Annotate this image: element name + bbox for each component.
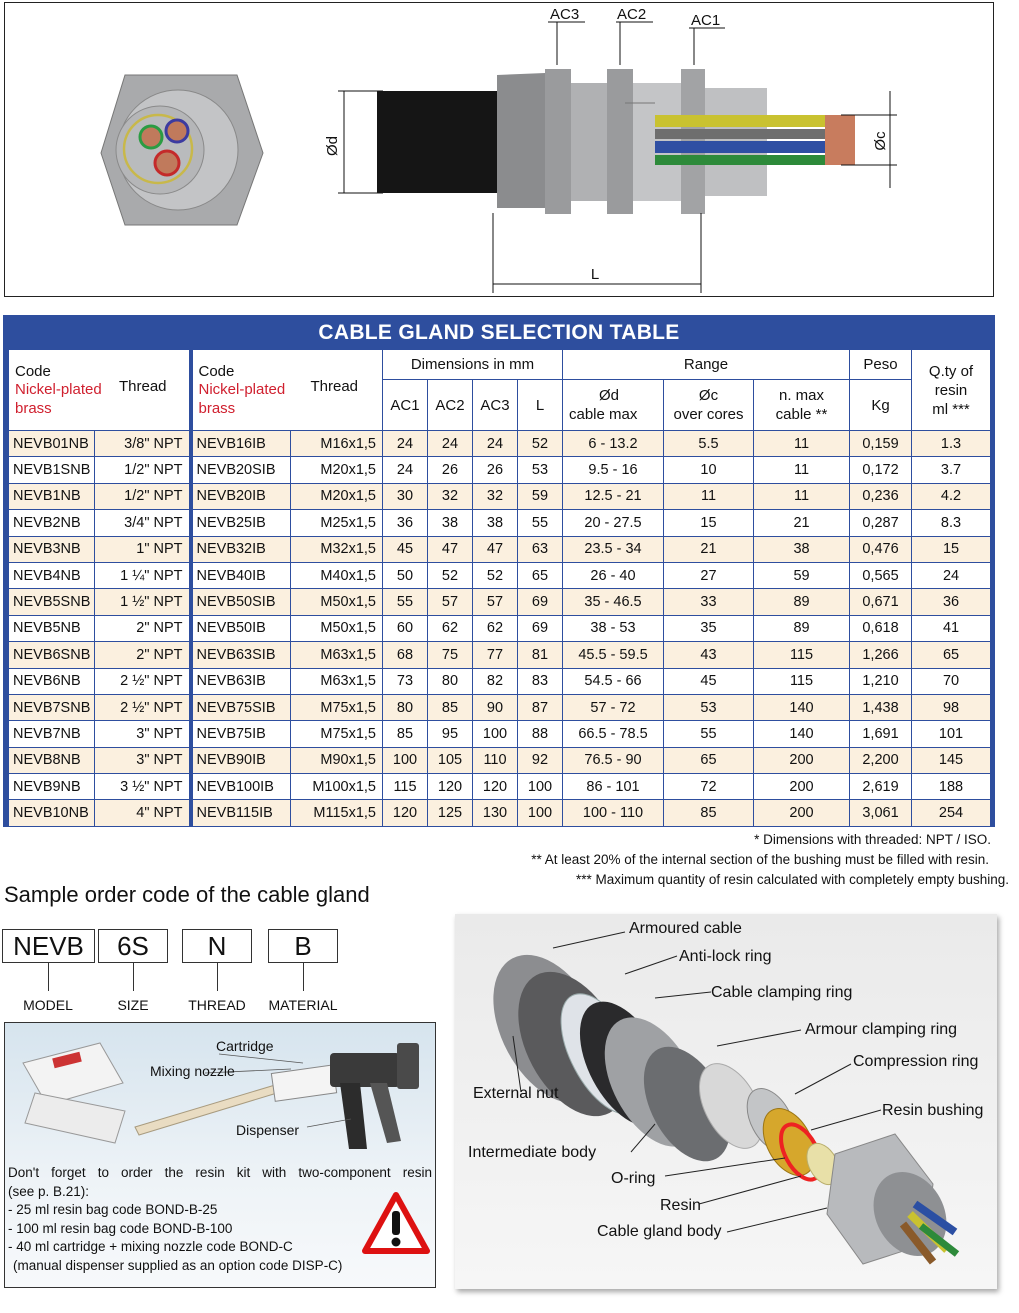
table-row (9, 668, 991, 694)
cell-code-nickel: NEVB1NB (9, 483, 95, 509)
table-body (9, 431, 991, 827)
cell-oc: 15 (664, 510, 754, 536)
cell-code-nickel: NEVB01NB (9, 431, 95, 457)
cell-od-range: 66.5 - 78.5 (563, 721, 664, 747)
cell-l: 55 (518, 510, 563, 536)
order-connector-model (48, 963, 49, 991)
header-range: Range (563, 350, 850, 380)
cell-ac2: 57 (428, 589, 473, 615)
cell-thread-iso: M90x1,5 (291, 747, 383, 773)
cell-od-range: 54.5 - 66 (563, 668, 664, 694)
resin-label: Resin (660, 1197, 701, 1214)
cell-thread-npt: 3" NPT (95, 747, 191, 773)
cable-side-view (377, 69, 855, 214)
dispenser-image (330, 1043, 419, 1149)
cable-gland-drawing (5, 3, 995, 298)
cell-ac1: 45 (383, 536, 428, 562)
cell-code-iso: NEVB75IB (191, 721, 291, 747)
table-row (9, 800, 991, 826)
cell-l: 53 (518, 457, 563, 483)
l-label: L (590, 266, 600, 283)
cell-resin-qty: 254 (912, 800, 991, 826)
cell-od-range: 57 - 72 (563, 694, 664, 720)
cell-code-iso: NEVB50IB (191, 615, 291, 641)
cell-ac1: 115 (383, 774, 428, 800)
header-qty-line1: Q.ty of (928, 362, 974, 380)
sample-order-title: Sample order code of the cable gland (4, 882, 370, 907)
cell-peso-kg: 1,210 (850, 668, 912, 694)
cell-thread-iso: M75x1,5 (291, 721, 383, 747)
cell-ac1: 85 (383, 721, 428, 747)
exploded-view-panel (455, 914, 997, 1289)
cell-peso-kg: 0,618 (850, 615, 912, 641)
cell-thread-npt: 3 ½" NPT (95, 774, 191, 800)
external-nut-label: External nut (473, 1085, 559, 1102)
header-code-label: Code (15, 362, 51, 380)
order-label-material: MATERIAL (268, 997, 338, 1013)
cell-ac1: 73 (383, 668, 428, 694)
cell-l: 59 (518, 483, 563, 509)
cell-code-iso: NEVB32IB (191, 536, 291, 562)
cell-ac2: 80 (428, 668, 473, 694)
cell-ac1: 80 (383, 694, 428, 720)
header-code2-label: Code (198, 362, 235, 380)
cell-code-iso: NEVB100IB (191, 774, 291, 800)
cell-thread-npt: 2" NPT (95, 615, 191, 641)
cell-resin-qty: 8.3 (912, 510, 991, 536)
header-nickel2-label: Nickel-plated brass (198, 380, 286, 417)
header-nmax (754, 380, 850, 431)
cell-thread-npt: 1 ¼" NPT (95, 562, 191, 588)
cell-code-nickel: NEVB6NB (9, 668, 95, 694)
selection-table (8, 349, 991, 827)
header-ac1: AC1 (383, 380, 428, 431)
cell-resin-qty: 1.3 (912, 431, 991, 457)
cell-resin-qty: 101 (912, 721, 991, 747)
header-nmax-line2: cable ** (775, 406, 828, 424)
cell-ac1: 50 (383, 562, 428, 588)
mixing-nozzle-label: Mixing nozzle (150, 1063, 235, 1079)
cell-oc: 10 (664, 457, 754, 483)
order-connector-material (303, 963, 304, 991)
cell-oc: 27 (664, 562, 754, 588)
cell-peso-kg: 0,565 (850, 562, 912, 588)
cell-thread-iso: M32x1,5 (291, 536, 383, 562)
cell-thread-iso: M50x1,5 (291, 615, 383, 641)
cell-l: 69 (518, 615, 563, 641)
cell-oc: 11 (664, 483, 754, 509)
cell-n-max-cable: 89 (754, 615, 850, 641)
cell-thread-iso: M100x1,5 (291, 774, 383, 800)
cell-l: 87 (518, 694, 563, 720)
cell-thread-npt: 3/4" NPT (95, 510, 191, 536)
cell-l: 52 (518, 431, 563, 457)
ac3-label: AC3 (550, 6, 580, 23)
footnote-1: * Dimensions with threaded: NPT / ISO. (754, 832, 991, 847)
armoured-cable-label: Armoured cable (629, 920, 742, 937)
cell-peso-kg: 3,061 (850, 800, 912, 826)
resin-bushing-label: Resin bushing (882, 1102, 984, 1119)
cell-ac1: 120 (383, 800, 428, 826)
cell-ac3: 110 (473, 747, 518, 773)
cell-l: 65 (518, 562, 563, 588)
cell-ac2: 47 (428, 536, 473, 562)
cell-od-range: 9.5 - 16 (563, 457, 664, 483)
header-dimensions: Dimensions in mm (383, 350, 563, 380)
cell-resin-qty: 188 (912, 774, 991, 800)
cell-ac3: 62 (473, 615, 518, 641)
cell-code-nickel: NEVB7SNB (9, 694, 95, 720)
cell-ac3: 47 (473, 536, 518, 562)
cell-code-nickel: NEVB5SNB (9, 589, 95, 615)
cell-thread-iso: M16x1,5 (291, 431, 383, 457)
order-connector-thread (217, 963, 218, 991)
header-qty-line3: ml *** (932, 400, 970, 418)
cell-n-max-cable: 140 (754, 721, 850, 747)
cell-ac2: 95 (428, 721, 473, 747)
cell-thread-iso: M25x1,5 (291, 510, 383, 536)
cell-resin-qty: 24 (912, 562, 991, 588)
cell-n-max-cable: 115 (754, 642, 850, 668)
table-row (9, 457, 991, 483)
cell-n-max-cable: 200 (754, 774, 850, 800)
resin-text-line4: - 100 ml resin bag code BOND-B-100 (8, 1220, 233, 1236)
header-thread2-label: Thread (310, 378, 359, 395)
cell-ac3: 26 (473, 457, 518, 483)
cell-ac2: 105 (428, 747, 473, 773)
cell-ac2: 52 (428, 562, 473, 588)
table-row (9, 483, 991, 509)
table-row (9, 589, 991, 615)
cell-thread-iso: M63x1,5 (291, 668, 383, 694)
cell-code-iso: NEVB50SIB (191, 589, 291, 615)
cell-thread-npt: 1/2" NPT (95, 457, 191, 483)
cell-od-range: 86 - 101 (563, 774, 664, 800)
table-row (9, 510, 991, 536)
cell-code-iso: NEVB20SIB (191, 457, 291, 483)
cell-ac3: 82 (473, 668, 518, 694)
cell-thread-iso: M20x1,5 (291, 457, 383, 483)
cell-od-range: 45.5 - 59.5 (563, 642, 664, 668)
cell-n-max-cable: 38 (754, 536, 850, 562)
cell-ac3: 77 (473, 642, 518, 668)
cell-oc: 33 (664, 589, 754, 615)
cell-l: 83 (518, 668, 563, 694)
cell-resin-qty: 3.7 (912, 457, 991, 483)
cable-clamping-ring-label: Cable clamping ring (711, 984, 853, 1001)
cell-ac2: 85 (428, 694, 473, 720)
cell-ac1: 60 (383, 615, 428, 641)
header-code-b (191, 350, 383, 431)
cell-ac3: 57 (473, 589, 518, 615)
o-ring-label: O-ring (611, 1170, 656, 1187)
resin-text-line5: - 40 ml cartridge + mixing nozzle code BOND-C (8, 1239, 293, 1254)
cell-od-range: 100 - 110 (563, 800, 664, 826)
cell-thread-npt: 2" NPT (95, 642, 191, 668)
resin-bag-image (23, 1043, 125, 1143)
cell-ac1: 36 (383, 510, 428, 536)
cell-code-nickel: NEVB3NB (9, 536, 95, 562)
table-row (9, 774, 991, 800)
header-od-line1: Ød (599, 387, 620, 405)
cell-code-nickel: NEVB9NB (9, 774, 95, 800)
table-row (9, 642, 991, 668)
cell-oc: 5.5 (664, 431, 754, 457)
ac1-label: AC1 (691, 12, 721, 29)
cell-code-iso: NEVB63IB (191, 668, 291, 694)
cell-thread-npt: 2 ½" NPT (95, 668, 191, 694)
header-nickel-label: Nickel-plated brass (15, 380, 102, 417)
cell-n-max-cable: 21 (754, 510, 850, 536)
cell-ac2: 120 (428, 774, 473, 800)
cell-peso-kg: 0,671 (850, 589, 912, 615)
cell-oc: 21 (664, 536, 754, 562)
cell-resin-qty: 98 (912, 694, 991, 720)
cell-ac2: 75 (428, 642, 473, 668)
cell-n-max-cable: 200 (754, 800, 850, 826)
cell-thread-iso: M40x1,5 (291, 562, 383, 588)
cell-thread-npt: 3/8" NPT (95, 431, 191, 457)
order-label-size: SIZE (117, 997, 149, 1013)
header-qty-line2: resin (934, 381, 968, 399)
order-box-material: B (268, 929, 338, 963)
cell-ac1: 100 (383, 747, 428, 773)
cell-code-nickel: NEVB6SNB (9, 642, 95, 668)
cell-peso-kg: 0,172 (850, 457, 912, 483)
cell-code-iso: NEVB90IB (191, 747, 291, 773)
cell-oc: 72 (664, 774, 754, 800)
cable-gland-selection-table (3, 315, 995, 827)
cell-thread-npt: 3" NPT (95, 721, 191, 747)
cell-code-iso: NEVB40IB (191, 562, 291, 588)
cell-code-iso: NEVB25IB (191, 510, 291, 536)
cell-ac2: 26 (428, 457, 473, 483)
order-connector-size (133, 963, 134, 991)
cell-ac1: 68 (383, 642, 428, 668)
header-kg: Kg (850, 380, 912, 431)
compression-ring-label: Compression ring (853, 1053, 979, 1070)
header-peso: Peso (850, 350, 912, 380)
cell-oc: 65 (664, 747, 754, 773)
cell-od-range: 23.5 - 34 (563, 536, 664, 562)
header-l: L (518, 380, 563, 431)
cell-n-max-cable: 115 (754, 668, 850, 694)
resin-text-line2: (see p. B.21): (8, 1183, 90, 1199)
header-code-a (9, 350, 191, 431)
resin-text-line6: (manual dispenser supplied as an option code DISP-C) (13, 1257, 343, 1273)
cell-od-range: 20 - 27.5 (563, 510, 664, 536)
cell-l: 81 (518, 642, 563, 668)
cell-code-nickel: NEVB10NB (9, 800, 95, 826)
cell-code-iso: NEVB115IB (191, 800, 291, 826)
cell-ac1: 24 (383, 431, 428, 457)
table-title: CABLE GLAND SELECTION TABLE (318, 321, 680, 344)
cell-oc: 55 (664, 721, 754, 747)
cell-od-range: 26 - 40 (563, 562, 664, 588)
cartridge-label: Cartridge (216, 1038, 274, 1054)
cell-ac1: 24 (383, 457, 428, 483)
cell-thread-iso: M115x1,5 (291, 800, 383, 826)
table-row (9, 562, 991, 588)
cell-resin-qty: 70 (912, 668, 991, 694)
cell-resin-qty: 15 (912, 536, 991, 562)
cell-oc: 35 (664, 615, 754, 641)
footnote-3: *** Maximum quantity of resin calculated with completely empty bushing. (576, 872, 1009, 887)
header-oc-line1: Øc (698, 387, 719, 405)
oc-label: Øc (872, 131, 889, 151)
cell-peso-kg: 1,438 (850, 694, 912, 720)
order-label-thread: THREAD (188, 997, 246, 1013)
cell-n-max-cable: 11 (754, 483, 850, 509)
cell-od-range: 38 - 53 (563, 615, 664, 641)
cell-code-iso: NEVB20IB (191, 483, 291, 509)
cell-thread-iso: M50x1,5 (291, 589, 383, 615)
cell-n-max-cable: 200 (754, 747, 850, 773)
cell-resin-qty: 145 (912, 747, 991, 773)
header-ac2: AC2 (428, 380, 473, 431)
cell-thread-npt: 1/2" NPT (95, 483, 191, 509)
cell-peso-kg: 1,691 (850, 721, 912, 747)
cell-l: 92 (518, 747, 563, 773)
cell-peso-kg: 0,159 (850, 431, 912, 457)
cell-code-nickel: NEVB8NB (9, 747, 95, 773)
cell-ac2: 24 (428, 431, 473, 457)
table-row (9, 747, 991, 773)
cell-thread-npt: 2 ½" NPT (95, 694, 191, 720)
cell-n-max-cable: 11 (754, 457, 850, 483)
resin-text-line3: - 25 ml resin bag code BOND-B-25 (8, 1202, 218, 1217)
cell-code-nickel: NEVB7NB (9, 721, 95, 747)
cell-l: 69 (518, 589, 563, 615)
dispenser-label: Dispenser (236, 1122, 300, 1138)
cell-l: 63 (518, 536, 563, 562)
cell-resin-qty: 4.2 (912, 483, 991, 509)
cell-thread-iso: M75x1,5 (291, 694, 383, 720)
header-thread-label: Thread (119, 378, 167, 395)
cell-ac3: 130 (473, 800, 518, 826)
header-nmax-line1: n. max (779, 387, 825, 405)
cell-thread-iso: M63x1,5 (291, 642, 383, 668)
cell-peso-kg: 0,287 (850, 510, 912, 536)
cell-ac1: 55 (383, 589, 428, 615)
armour-clamping-ring-label: Armour clamping ring (805, 1021, 958, 1038)
cell-l: 100 (518, 800, 563, 826)
order-box-size: 6S (98, 929, 168, 963)
cell-peso-kg: 1,266 (850, 642, 912, 668)
cell-ac2: 62 (428, 615, 473, 641)
cell-ac2: 38 (428, 510, 473, 536)
cell-ac2: 32 (428, 483, 473, 509)
resin-kit-text (8, 1164, 433, 1275)
header-ac3: AC3 (473, 380, 518, 431)
header-oc (664, 380, 754, 431)
cell-ac3: 32 (473, 483, 518, 509)
gland-end-view (101, 75, 263, 225)
table-row (9, 694, 991, 720)
cell-code-nickel: NEVB4NB (9, 562, 95, 588)
cell-resin-qty: 65 (912, 642, 991, 668)
cable-gland-body-label: Cable gland body (597, 1223, 722, 1240)
header-oc-line2: over cores (673, 406, 744, 424)
cell-oc: 85 (664, 800, 754, 826)
header-od (563, 380, 664, 431)
table-row (9, 536, 991, 562)
cell-peso-kg: 2,619 (850, 774, 912, 800)
cell-ac3: 120 (473, 774, 518, 800)
cell-resin-qty: 36 (912, 589, 991, 615)
cell-peso-kg: 0,236 (850, 483, 912, 509)
cell-thread-npt: 1" NPT (95, 536, 191, 562)
od-label: Ød (324, 135, 341, 157)
table-row (9, 431, 991, 457)
cell-n-max-cable: 59 (754, 562, 850, 588)
cell-n-max-cable: 89 (754, 589, 850, 615)
cell-l: 100 (518, 774, 563, 800)
cell-ac2: 125 (428, 800, 473, 826)
order-box-model: NEVB (2, 929, 95, 963)
cell-n-max-cable: 11 (754, 431, 850, 457)
cartridge-image (271, 1065, 336, 1101)
cell-thread-npt: 4" NPT (95, 800, 191, 826)
order-label-model: MODEL (23, 997, 73, 1013)
header-resin-qty (912, 350, 991, 431)
cell-ac3: 100 (473, 721, 518, 747)
cell-ac3: 24 (473, 431, 518, 457)
cell-ac3: 90 (473, 694, 518, 720)
cell-code-iso: NEVB63SIB (191, 642, 291, 668)
anti-lock-ring-label: Anti-lock ring (679, 948, 772, 965)
cell-od-range: 12.5 - 21 (563, 483, 664, 509)
cell-peso-kg: 2,200 (850, 747, 912, 773)
cell-l: 88 (518, 721, 563, 747)
table-row (9, 721, 991, 747)
cell-oc: 43 (664, 642, 754, 668)
cell-od-range: 76.5 - 90 (563, 747, 664, 773)
cell-od-range: 6 - 13.2 (563, 431, 664, 457)
cell-code-iso: NEVB16IB (191, 431, 291, 457)
cell-peso-kg: 0,476 (850, 536, 912, 562)
cell-thread-npt: 1 ½" NPT (95, 589, 191, 615)
cell-code-nickel: NEVB1SNB (9, 457, 95, 483)
ac2-label: AC2 (617, 6, 647, 23)
cell-code-nickel: NEVB2NB (9, 510, 95, 536)
table-row (9, 615, 991, 641)
cell-oc: 53 (664, 694, 754, 720)
header-od-line2: cable max (569, 406, 638, 424)
technical-drawing (4, 2, 994, 297)
cell-od-range: 35 - 46.5 (563, 589, 664, 615)
cell-n-max-cable: 140 (754, 694, 850, 720)
resin-text-line1: Don't forget to order the resin kit with two-component resin (8, 1165, 432, 1180)
cell-ac1: 30 (383, 483, 428, 509)
intermediate-body-label: Intermediate body (468, 1144, 597, 1161)
cell-code-nickel: NEVB5NB (9, 615, 95, 641)
cell-resin-qty: 41 (912, 615, 991, 641)
cell-ac3: 38 (473, 510, 518, 536)
order-box-thread: N (182, 929, 252, 963)
footnote-2: ** At least 20% of the internal section of the bushing must be filled with resin. (531, 852, 989, 867)
cell-code-iso: NEVB75SIB (191, 694, 291, 720)
cell-thread-iso: M20x1,5 (291, 483, 383, 509)
cell-oc: 45 (664, 668, 754, 694)
cell-ac3: 52 (473, 562, 518, 588)
